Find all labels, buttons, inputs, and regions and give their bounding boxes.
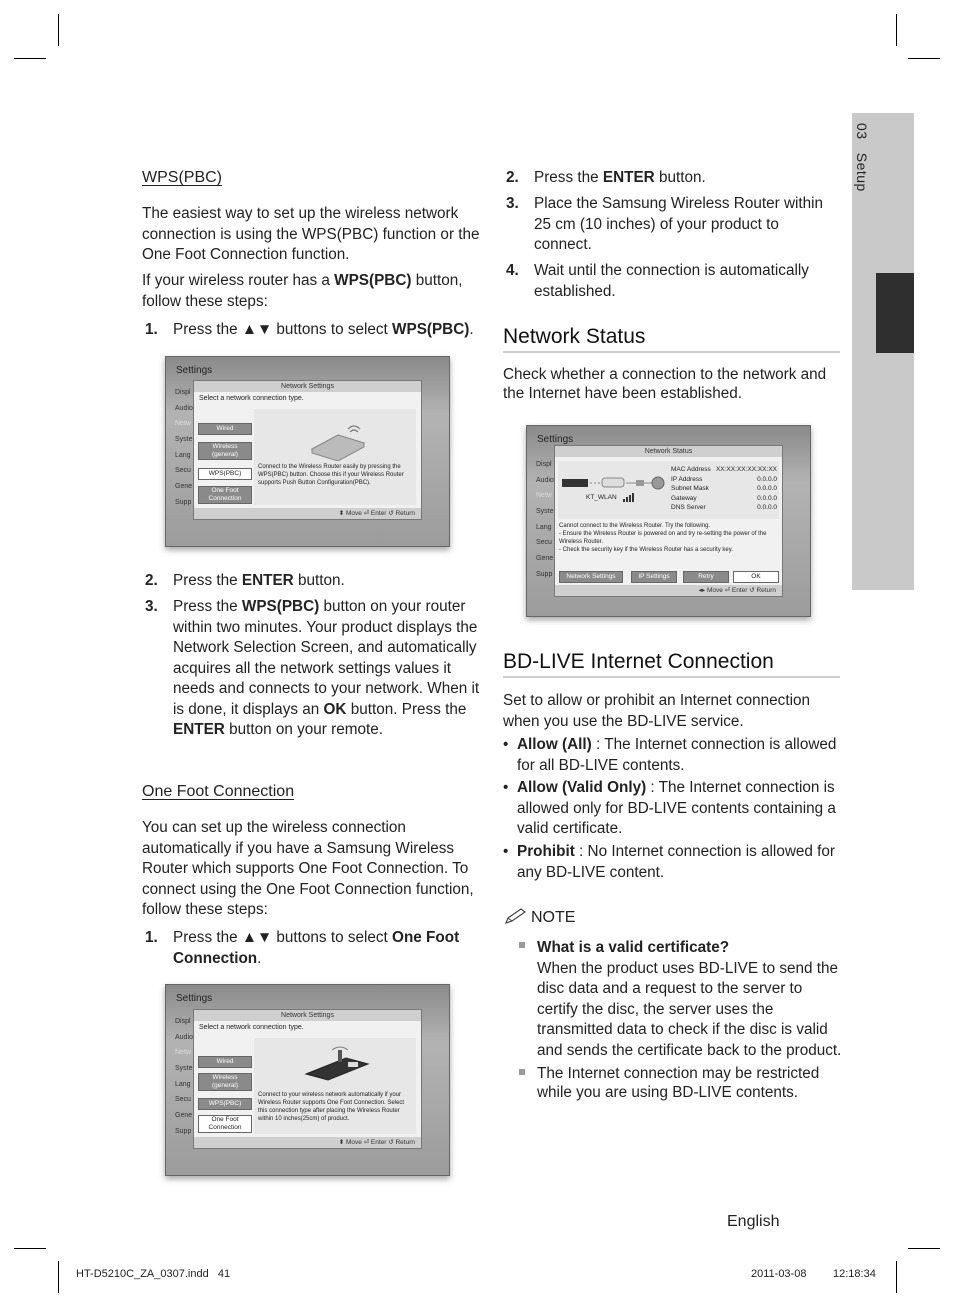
menu-item: Syste [536, 508, 554, 515]
bd-live-heading: BD-LIVE Internet Connection [503, 650, 840, 678]
network-settings-dialog [193, 380, 422, 520]
status-diagram-panel [558, 461, 779, 519]
menu-item: Displ [536, 461, 552, 468]
wps-if-text: If your wireless router has a WPS(PBC) button, follow these steps: [142, 272, 463, 310]
one-foot-heading: One Foot Connection [142, 783, 295, 800]
wps-step-2: 2. Press the ENTER button. [145, 572, 345, 589]
menu-item: Gene [175, 1112, 193, 1119]
menu-item: Lang [175, 1081, 191, 1088]
print-date: 2011-03-08 [751, 1268, 807, 1280]
bullet-prohibit: • Prohibit : No Internet connection is allowed for any BD-LIVE content. [503, 843, 835, 881]
menu-item: Supp [175, 1128, 192, 1135]
network-settings-button[interactable]: Network Settings [559, 571, 623, 583]
wireless-general-button[interactable]: Wireless (general) [198, 442, 252, 460]
network-status-intro: Check whether a connection to the network and the Internet have been established. [503, 366, 827, 402]
crop-mark [14, 1248, 46, 1249]
status-field-values: XX:XX:XX:XX:XX:XX 0.0.0.0 0.0.0.0 0.0.0.0 0.0.0.0 [715, 466, 777, 511]
screen-title: Settings [176, 365, 213, 376]
menu-item: Gene [536, 555, 554, 562]
dialog-subtitle: Select a network connection type. [199, 1024, 304, 1031]
note-square-bullet [519, 942, 525, 948]
menu-item: Secu [175, 1096, 191, 1103]
crop-mark [58, 1261, 59, 1293]
menu-item: Gene [175, 483, 193, 490]
dialog-footer-hints: ⬍ Move ⏎ Enter ↺ Return [194, 508, 421, 519]
dialog-footer-hints: ◂▸ Move ⏎ Enter ↺ Return [555, 585, 782, 596]
bullet-allow-valid-only: • Allow (Valid Only) : The Internet connection is allowed only for BD-LIVE contents containing a valid certificate. [503, 779, 836, 837]
router-icon [308, 421, 368, 461]
file-info: HT-D5210C_ZA_0307.indd 41 [76, 1268, 231, 1280]
wps-heading: WPS(PBC) [142, 169, 222, 186]
crop-mark [896, 14, 897, 46]
wired-button[interactable]: Wired [198, 423, 252, 435]
note-square-bullet [519, 1069, 525, 1075]
ssid-label: KT_WLAN [586, 494, 617, 501]
menu-item: Supp [175, 499, 192, 506]
wired-button[interactable]: Wired [198, 1056, 252, 1068]
dialog-preview-panel [254, 1038, 416, 1134]
wps-pbc-button[interactable]: WPS(PBC) [198, 1098, 252, 1110]
dialog-footer-hints: ⬍ Move ⏎ Enter ↺ Return [194, 1137, 421, 1148]
menu-item: Netw [175, 420, 191, 427]
network-settings-dialog [193, 1009, 422, 1149]
crop-mark [896, 1261, 897, 1293]
dialog-title: Network Settings [194, 381, 421, 392]
dialog-description: Connect to the Wireless Router easily by pressing the WPS(PBC) button. Choose this if your Wireless Router supports Push Button Configuration(PBC). [258, 464, 404, 486]
ofc-step-4: 4. Wait until the connection is automatically established. [506, 262, 809, 300]
bullet-allow-all: • Allow (All) : The Internet connection is allowed for all BD-LIVE contents. [503, 736, 837, 774]
menu-item: Secu [536, 539, 552, 546]
ofc-step-3: 3. Place the Samsung Wireless Router within 25 cm (10 inches) of your product to connect. [506, 195, 824, 253]
chapter-tab-marker [876, 273, 914, 353]
menu-item: Audio [175, 405, 193, 412]
one-foot-connection-button[interactable]: One Foot Connection [198, 486, 252, 504]
ofc-step-2: 2. Press the ENTER button. [506, 169, 706, 186]
wireless-general-button[interactable]: Wireless (general) [198, 1073, 252, 1091]
one-foot-intro: You can set up the wireless connection automatically if you have a Samsung Wireless Router which supports One Foot Connection. To connect using the One Foot Connection function, follow these steps: [142, 819, 474, 918]
ok-button[interactable]: OK [733, 571, 779, 583]
screen-title: Settings [176, 993, 213, 1004]
crop-mark [908, 1248, 940, 1249]
network-status-screen [526, 425, 811, 617]
menu-item: Displ [175, 1018, 191, 1025]
note-pencil-icon [504, 907, 528, 925]
settings-screen-wps [165, 356, 450, 547]
chapter-tab-label: 03 Setup [854, 123, 870, 192]
wps-pbc-button[interactable]: WPS(PBC) [198, 468, 252, 480]
wps-step-1: 1. Press the ▲▼ buttons to select WPS(PBC). [145, 321, 474, 338]
menu-item: Secu [175, 467, 191, 474]
ip-settings-button[interactable]: IP Settings [631, 571, 677, 583]
crop-mark [908, 58, 940, 59]
screen-title: Settings [537, 434, 574, 445]
note-item-2: The Internet connection may be restricted while you are using BD-LIVE contents. [537, 1065, 820, 1101]
menu-item: Audio [175, 1034, 193, 1041]
dialog-preview-panel [254, 409, 416, 505]
signal-strength-icon [623, 493, 635, 502]
menu-item: Syste [175, 1065, 193, 1072]
network-status-dialog [554, 445, 783, 597]
one-foot-step-1: 1. Press the ▲▼ buttons to select One Foot Connection. [145, 929, 460, 967]
menu-item: Audio [536, 477, 554, 484]
wps-step-3: 3. Press the WPS(PBC) button on your router within two minutes. Your product displays the Network Selection Screen, and automatically acquires all the network settings values it needs and connects to your network. When it is done, it displays an OK button. Press the ENTER button on your remote. [145, 598, 480, 738]
note-item-1: What is a valid certificate? When the product uses BD-LIVE to send the disc data and a request to the server to certify the disc, the server uses the transmitted data to check if the disc is valid and sends the certificate back to the product. [537, 939, 842, 1059]
note-label: NOTE [531, 909, 576, 926]
network-status-heading: Network Status [503, 325, 840, 353]
crop-mark [14, 58, 46, 59]
one-foot-connection-button[interactable]: One Foot Connection [198, 1115, 252, 1133]
menu-item: Supp [536, 571, 553, 578]
dialog-title: Network Status [555, 446, 782, 457]
print-time: 12:18:34 [833, 1268, 876, 1280]
settings-screen-one-foot [165, 984, 450, 1176]
dialog-description: Connect to your wireless network automatically if your Wireless Router supports One Foot Connection. Select this connection type after placing the Wireless Router within 10 inches(25cm) of product. [258, 1092, 405, 1122]
crop-mark [58, 14, 59, 46]
product-router-icon [302, 1044, 372, 1084]
menu-item: Displ [175, 389, 191, 396]
status-message: Cannot connect to the Wireless Router. Try the following. - Ensure the Wireless Router is powered on and try re-setting the power of the Wireless Router. - Check the security key if the Wireless Router has a security key. [559, 523, 767, 553]
menu-item: Netw [175, 1049, 191, 1056]
menu-item: Syste [175, 436, 193, 443]
retry-button[interactable]: Retry [683, 571, 729, 583]
bd-live-intro: Set to allow or prohibit an Internet connection when you use the BD-LIVE service. [503, 692, 810, 730]
chapter-side-tab [852, 113, 914, 590]
menu-item: Lang [536, 524, 552, 531]
wps-intro: The easiest way to set up the wireless network connection is using the WPS(PBC) function or the One Foot Connection function. [142, 205, 480, 263]
status-field-labels: MAC Address IP Address Subnet Mask Gateway DNS Server [671, 466, 711, 511]
language-label: English [727, 1213, 780, 1230]
dialog-title: Network Settings [194, 1010, 421, 1021]
menu-item: Netw [536, 492, 552, 499]
menu-item: Lang [175, 452, 191, 459]
dialog-subtitle: Select a network connection type. [199, 395, 304, 402]
